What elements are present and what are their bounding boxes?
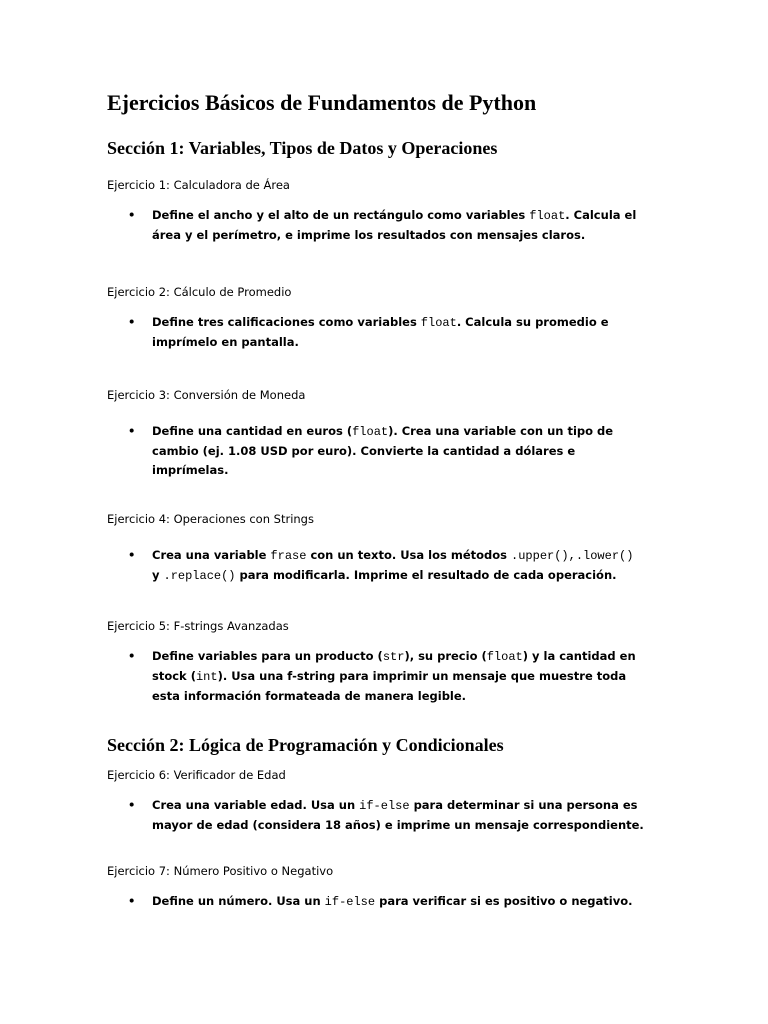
code-float: float	[486, 650, 523, 664]
exercise-description-4: Crea una variable frase con un texto. Usa los métodos .upper(),.lower() y .replace() para modificarla. Imprime el resultado de cada operación.	[152, 548, 634, 583]
exercise-heading-1: Ejercicio 1: Calculadora de Área	[107, 178, 290, 192]
exercise-description-1: Define el ancho y el alto de un rectángulo como variables float. Calcula el área y el perímetro, e imprime los resultados con mensajes claros.	[152, 208, 637, 242]
exercise-bullet-4	[128, 546, 648, 586]
exercise-bullet-6	[128, 796, 648, 835]
code-if-else: if-else	[324, 895, 376, 909]
exercise-bullet-3	[128, 422, 648, 480]
bullet-icon: •	[128, 798, 136, 812]
code-float: float	[529, 209, 566, 223]
bullet-icon: •	[128, 649, 136, 663]
bullet-icon: •	[128, 315, 136, 329]
bullet-icon: •	[128, 208, 136, 222]
exercise-description-7: Define un número. Usa un if-else para verificar si es positivo o negativo.	[152, 894, 633, 909]
code-if-else: if-else	[359, 799, 410, 813]
exercise-heading-2: Ejercicio 2: Cálculo de Promedio	[107, 285, 292, 299]
exercise-heading-4: Ejercicio 4: Operaciones con Strings	[107, 512, 314, 526]
code-str: str	[382, 650, 405, 664]
section-title-2: Sección 2: Lógica de Programación y Condicionales	[107, 735, 504, 755]
exercise-bullet-5	[128, 647, 648, 706]
document-title: Ejercicios Básicos de Fundamentos de Python	[107, 90, 537, 115]
section-title-1: Sección 1: Variables, Tipos de Datos y Operaciones	[107, 138, 498, 158]
exercise-heading-7: Ejercicio 7: Número Positivo o Negativo	[107, 864, 334, 878]
exercise-heading-5: Ejercicio 5: F-strings Avanzadas	[107, 619, 289, 633]
code-frase: frase	[270, 549, 307, 563]
exercise-heading-6: Ejercicio 6: Verificador de Edad	[107, 768, 286, 782]
exercise-description-3: Define una cantidad en euros (float). Crea una variable con un tipo de cambio (ej. 1.08 USD por euro). Convierte la cantidad a dólares e imprímelas.	[152, 424, 614, 477]
code-int: int	[195, 670, 218, 684]
bullet-icon: •	[128, 548, 136, 562]
exercise-description-2: Define tres calificaciones como variables float. Calcula su promedio e imprímelo en pantalla.	[152, 315, 609, 349]
code-float: float	[352, 425, 389, 439]
bullet-icon: •	[128, 894, 136, 908]
code-upper-lower: .upper(),.lower()	[511, 549, 634, 563]
exercise-heading-3: Ejercicio 3: Conversión de Moneda	[107, 388, 306, 402]
exercise-bullet-7	[128, 892, 648, 912]
exercise-description-5: Define variables para un producto (str), su precio (float) y la cantidad en stock (int). Usa una f-string para imprimir un mensaje que muestre toda esta información formateada de manera legible.	[152, 649, 636, 703]
exercise-bullet-1	[128, 206, 648, 245]
code-float: float	[420, 316, 457, 330]
bullet-icon: •	[128, 424, 136, 438]
exercise-description-6: Crea una variable edad. Usa un if-else para determinar si una persona es mayor de edad (considera 18 años) e imprime un mensaje correspondiente.	[152, 798, 644, 832]
exercise-bullet-2	[128, 313, 648, 352]
code-replace: .replace()	[163, 569, 236, 583]
